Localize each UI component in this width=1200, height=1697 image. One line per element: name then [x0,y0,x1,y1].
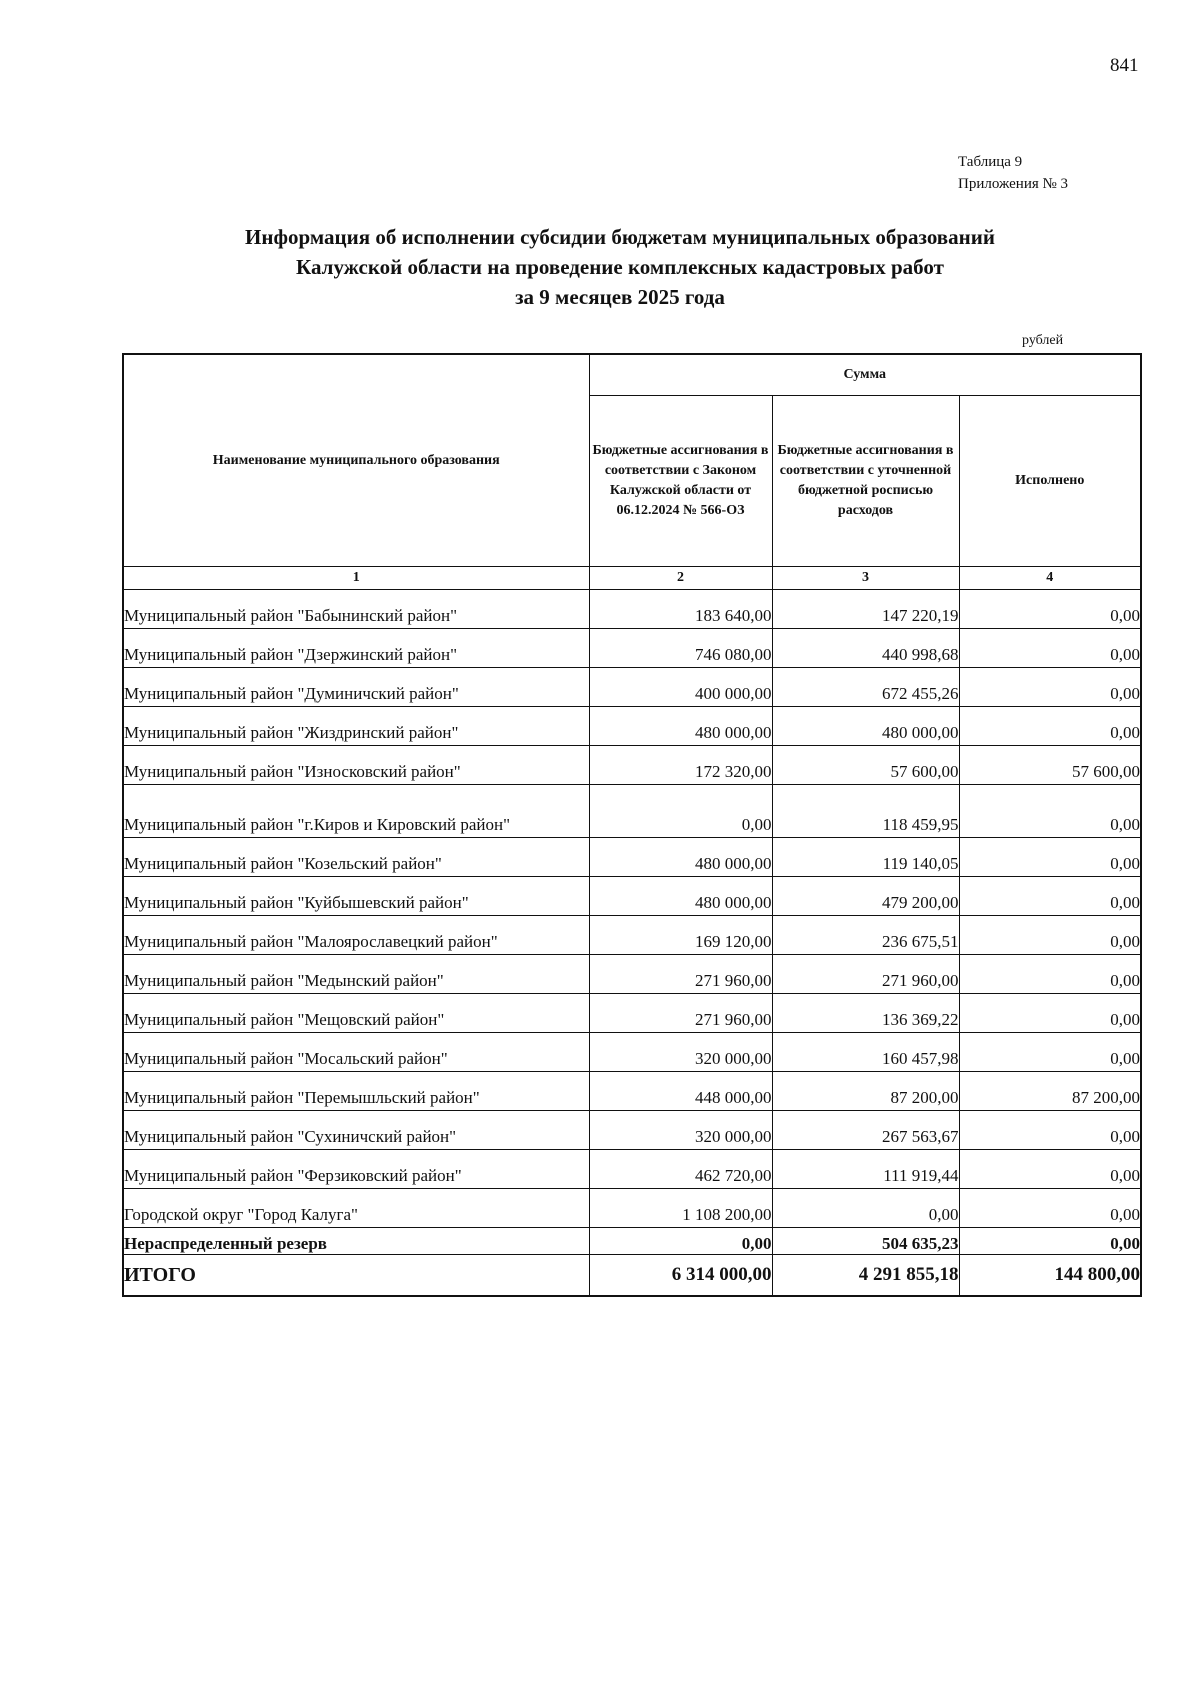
original-amount: 320 000,00 [589,1033,772,1072]
municipality-name: Муниципальный район "Сухиничский район" [123,1111,589,1150]
original-amount: 172 320,00 [589,746,772,785]
municipality-name: Муниципальный район "Бабынинский район" [123,590,589,629]
revised-amount: 119 140,05 [772,838,959,877]
table-row [123,1072,1141,1111]
executed-amount: 0,00 [959,1033,1141,1072]
original-amount: 0,00 [589,785,772,838]
executed-amount: 87 200,00 [959,1072,1141,1111]
original-amount: 746 080,00 [589,629,772,668]
header-col-number-4: 4 [959,567,1141,590]
title-line-2: Калужской области на проведение комплексных кадастровых работ [296,255,944,279]
reserve-revised-amount: 504 635,23 [772,1228,959,1255]
municipality-name: Муниципальный район "Перемышльский район" [123,1072,589,1111]
reserve-label: Нераспределенный резерв [123,1228,589,1255]
revised-amount: 136 369,22 [772,994,959,1033]
original-amount: 320 000,00 [589,1111,772,1150]
table-row [123,668,1141,707]
table-row [123,994,1141,1033]
revised-amount: 271 960,00 [772,955,959,994]
revised-amount: 111 919,44 [772,1150,959,1189]
header-sum: Сумма [589,354,1141,396]
original-amount: 480 000,00 [589,707,772,746]
original-amount: 400 000,00 [589,668,772,707]
total-original-amount: 6 314 000,00 [589,1255,772,1297]
revised-amount: 0,00 [772,1189,959,1228]
table-row [123,877,1141,916]
revised-amount: 440 998,68 [772,629,959,668]
original-amount: 183 640,00 [589,590,772,629]
table-row [123,629,1141,668]
revised-amount: 147 220,19 [772,590,959,629]
table-row [123,746,1141,785]
executed-amount: 0,00 [959,629,1141,668]
municipality-name: Муниципальный район "Мещовский район" [123,994,589,1033]
units-label: рублей [1022,333,1064,348]
table-row [123,955,1141,994]
executed-amount: 0,00 [959,994,1141,1033]
original-amount: 462 720,00 [589,1150,772,1189]
municipality-name: Муниципальный район "Думиничский район" [123,668,589,707]
table-reference [958,151,1068,195]
executed-amount: 0,00 [959,668,1141,707]
title-line-1: Информация об исполнении субсидии бюджетам муниципальных образований [245,225,995,249]
title-line-3: за 9 месяцев 2025 года [515,285,725,309]
reserve-executed-amount: 0,00 [959,1228,1141,1255]
document-title [120,222,1120,312]
original-amount: 169 120,00 [589,916,772,955]
municipality-name: Муниципальный район "Жиздринский район" [123,707,589,746]
header-executed: Исполнено [959,396,1141,567]
table-row [123,1033,1141,1072]
table-row [123,785,1141,838]
table-row [123,1150,1141,1189]
executed-amount: 0,00 [959,877,1141,916]
reserve-original-amount: 0,00 [589,1228,772,1255]
municipality-name: Муниципальный район "Медынский район" [123,955,589,994]
municipality-name: Муниципальный район "Дзержинский район" [123,629,589,668]
table-reference-table: Таблица 9 [958,154,1023,170]
total-revised-amount: 4 291 855,18 [772,1255,959,1297]
original-amount: 271 960,00 [589,955,772,994]
total-executed-amount: 144 800,00 [959,1255,1141,1297]
reserve-row [123,1228,1141,1255]
executed-amount: 0,00 [959,707,1141,746]
revised-amount: 87 200,00 [772,1072,959,1111]
executed-amount: 0,00 [959,955,1141,994]
executed-amount: 0,00 [959,838,1141,877]
municipality-name: Муниципальный район "Куйбышевский район" [123,877,589,916]
table-row [123,1111,1141,1150]
original-amount: 480 000,00 [589,877,772,916]
table-reference-appendix: Приложения № 3 [958,176,1069,192]
subsidy-table [122,353,1142,1297]
revised-amount: 236 675,51 [772,916,959,955]
executed-amount: 0,00 [959,785,1141,838]
table-row [123,1189,1141,1228]
original-amount: 448 000,00 [589,1072,772,1111]
total-row [123,1255,1141,1297]
municipality-name: Муниципальный район "Ферзиковский район" [123,1150,589,1189]
revised-amount: 480 000,00 [772,707,959,746]
executed-amount: 0,00 [959,1189,1141,1228]
header-revised-appropriations: Бюджетные ассигнования в соответствии с уточненной бюджетной росписью расходов [772,396,959,567]
revised-amount: 57 600,00 [772,746,959,785]
original-amount: 1 108 200,00 [589,1189,772,1228]
executed-amount: 57 600,00 [959,746,1141,785]
header-col-number-3: 3 [772,567,959,590]
revised-amount: 160 457,98 [772,1033,959,1072]
header-col-number-1: 1 [123,567,589,590]
municipality-name: Муниципальный район "Износковский район" [123,746,589,785]
table-row [123,838,1141,877]
executed-amount: 0,00 [959,590,1141,629]
municipality-name: Муниципальный район "г.Киров и Кировский район" [123,785,589,838]
municipality-name: Городской округ "Город Калуга" [123,1189,589,1228]
page-number: 841 [1110,55,1139,76]
revised-amount: 479 200,00 [772,877,959,916]
executed-amount: 0,00 [959,1111,1141,1150]
total-label: ИТОГО [123,1255,589,1297]
header-col-number-2: 2 [589,567,772,590]
table-row [123,590,1141,629]
municipality-name: Муниципальный район "Мосальский район" [123,1033,589,1072]
revised-amount: 672 455,26 [772,668,959,707]
revised-amount: 267 563,67 [772,1111,959,1150]
table-row [123,916,1141,955]
header-original-appropriations: Бюджетные ассигнования в соответствии с Законом Калужской области от 06.12.2024 № 566-ОЗ [589,396,772,567]
original-amount: 480 000,00 [589,838,772,877]
executed-amount: 0,00 [959,1150,1141,1189]
municipality-name: Муниципальный район "Малоярославецкий район" [123,916,589,955]
municipality-name: Муниципальный район "Козельский район" [123,838,589,877]
revised-amount: 118 459,95 [772,785,959,838]
header-name: Наименование муниципального образования [123,354,589,567]
table-row [123,707,1141,746]
executed-amount: 0,00 [959,916,1141,955]
original-amount: 271 960,00 [589,994,772,1033]
